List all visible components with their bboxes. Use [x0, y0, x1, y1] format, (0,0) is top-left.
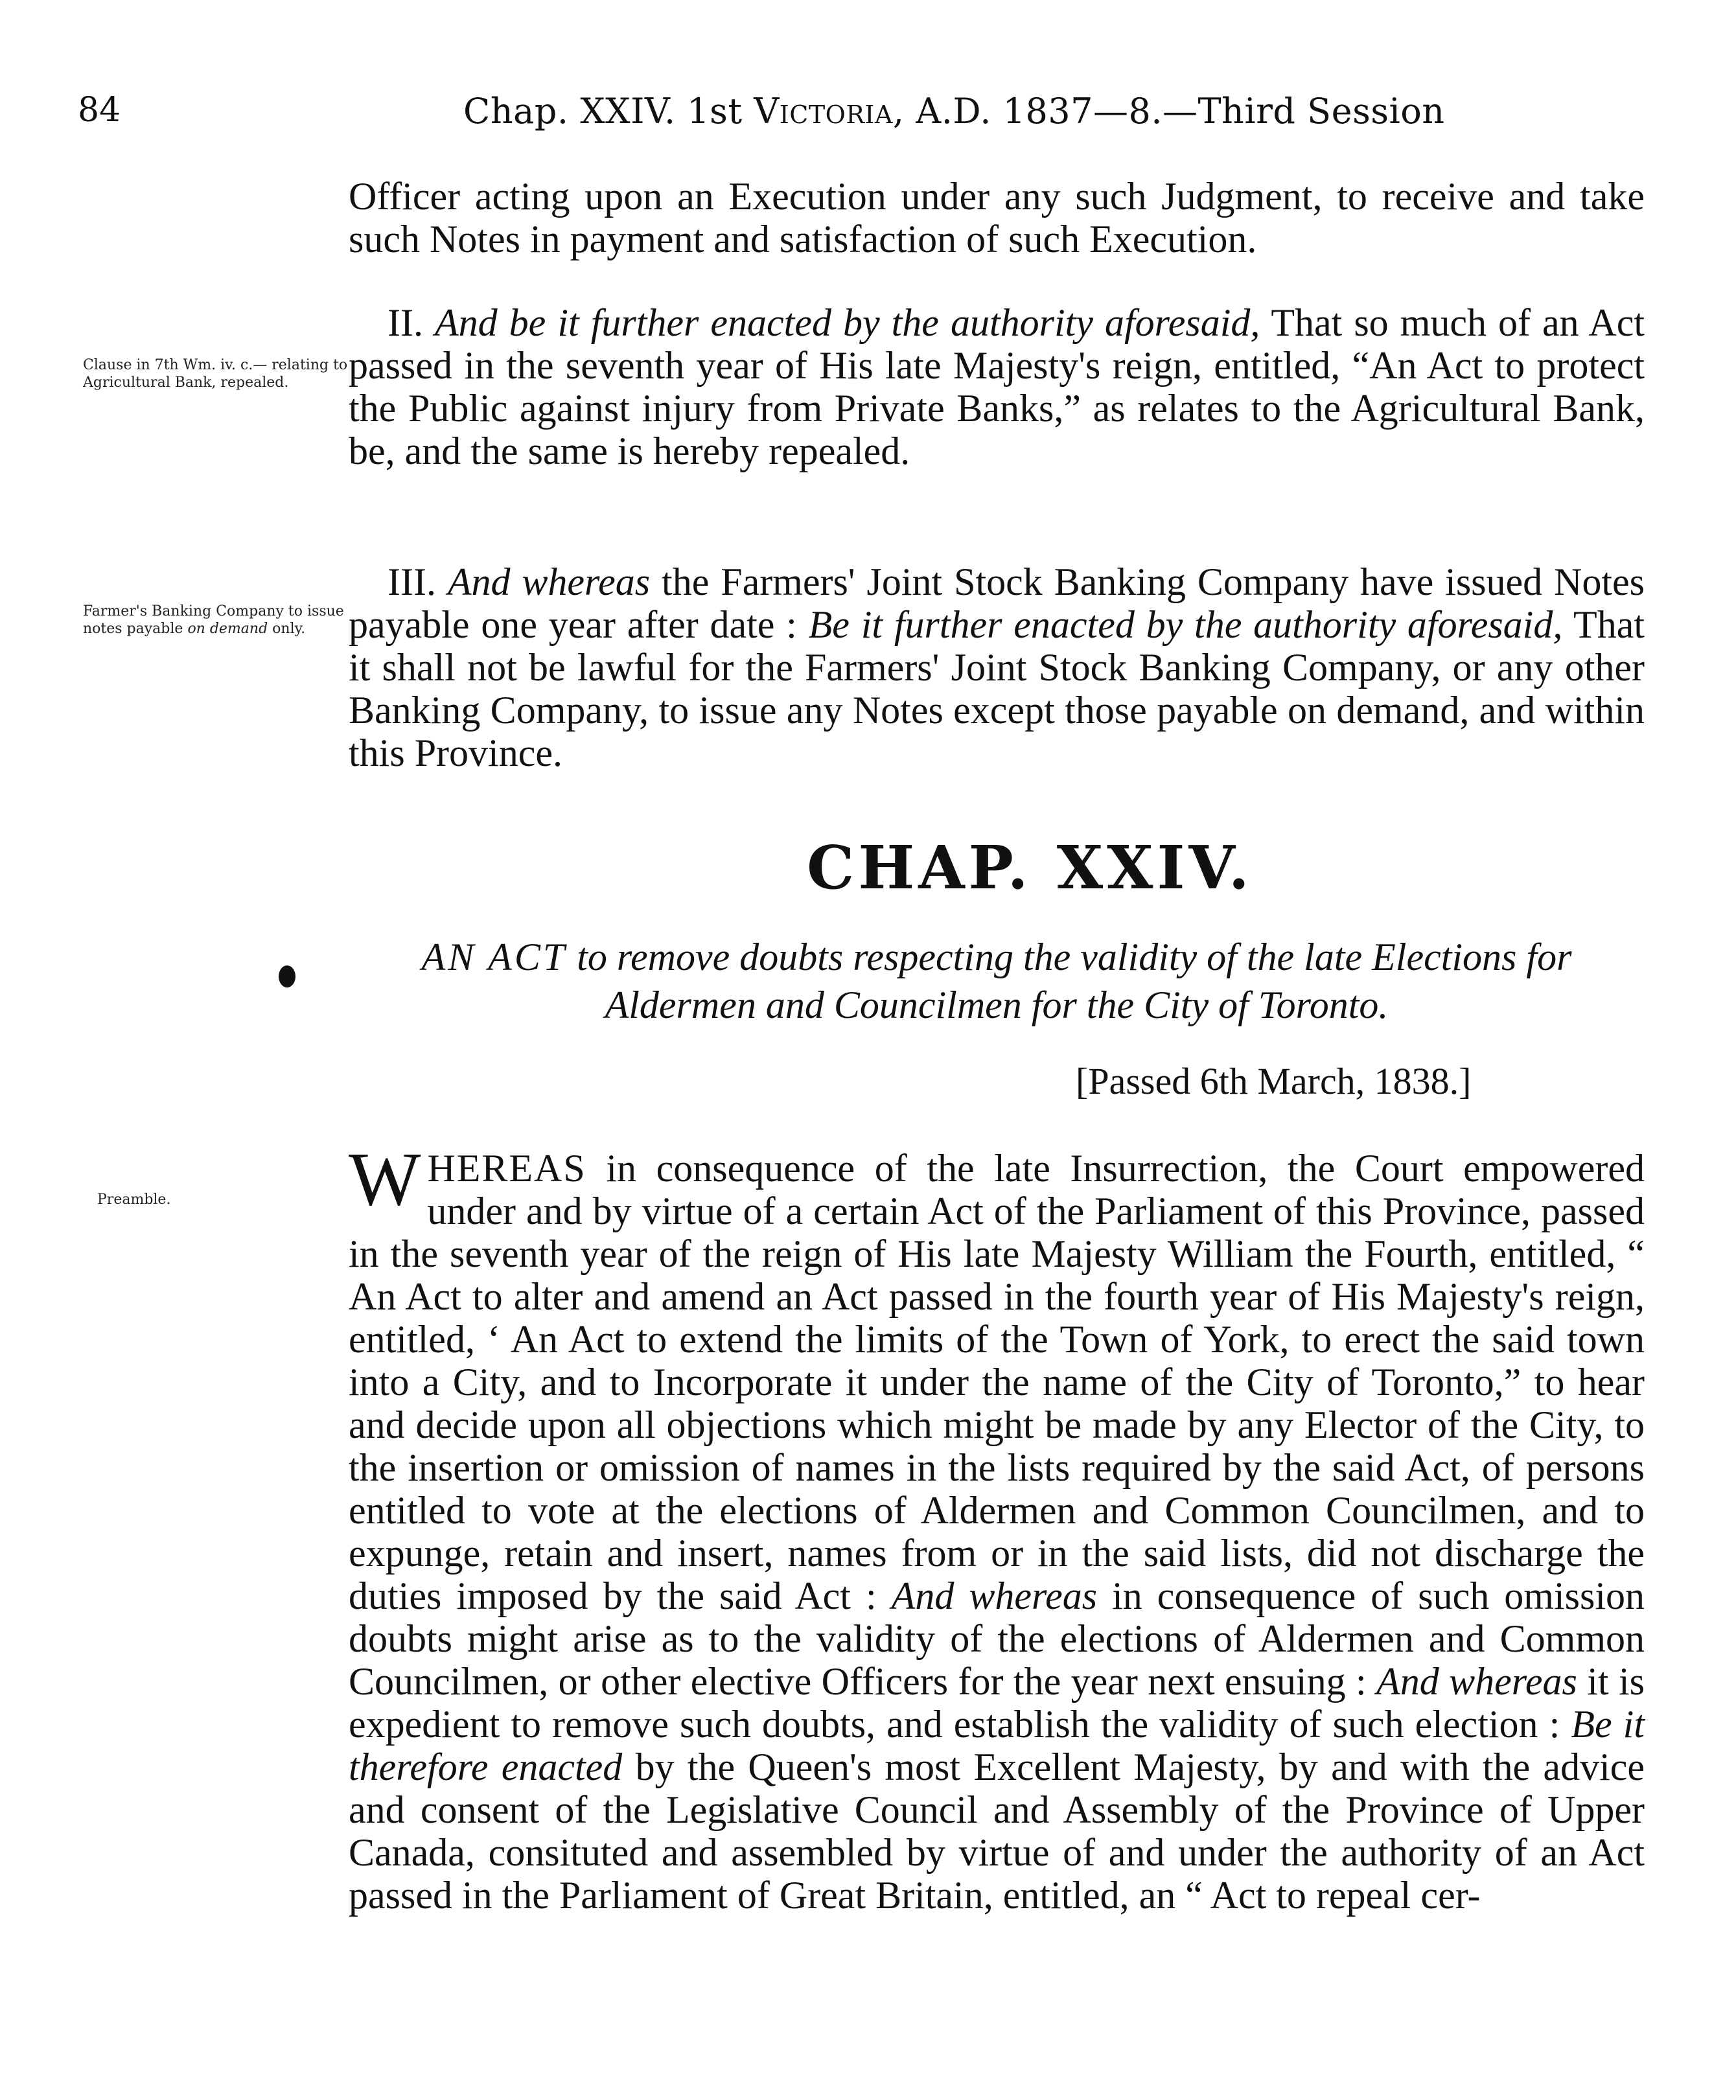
- act-title-lead: AN ACT: [421, 936, 568, 978]
- section-ii-number: II.: [388, 301, 423, 344]
- section-iii-number: III.: [388, 560, 436, 603]
- section-ii-text: That so much of an Act passed in the seventh year of His late Majesty's reign, entitled, “An Act to protect the Public against injury from Private Banks,” as relates to the Agricultural Bank, be, and the same is hereby repealed.: [349, 301, 1645, 472]
- preamble-text-4: by the Queen's most Excellent Majesty, by and with the advice and consent of the Legislative Council and Assembly of the Province of Upper Canada, consituted and assembled by virtue of and under the authority of an Act passed in the Parliament of Great Britain, entitled, an “ Act to repeal cer-: [349, 1746, 1645, 1917]
- margin-note-preamble: Preamble.: [97, 1192, 171, 1208]
- continuation-paragraph: Officer acting upon an Execution under any such Judgment, to receive and take such Notes in payment and satisfaction of such Execution.: [349, 175, 1645, 260]
- preamble-text-1: in consequence of the late Insurrection, the Court empowered under and by virtue of a certain Act of the Parliament of this Province, passed in the seventh year of the reign of His late Majesty William the Fourth, entitled, “ An Act to alter and amend an Act passed in the fourth year of His Majesty's reign, entitled, ‘ An Act to extend the limits of the Town of York, to erect the said town into a City, and to Incorporate it under the name of the City of Toronto,” to hear and decide upon all objections which might be made by any Elector of the City, to the insertion or omission of names in the lists required by the said Act, of persons entitled to vote at the elections of Aldermen and Common Councilmen, and to expunge, retain and insert, names from or in the said lists, did not discharge the duties imposed by the said Act :: [349, 1147, 1645, 1617]
- section-iii-italic-2: Be it further enacted by the authority aforesaid,: [808, 603, 1563, 646]
- passed-date: [Passed 6th March, 1838.]: [1076, 1060, 1472, 1102]
- section-ii-paragraph: [349, 301, 1645, 472]
- act-title-text: to remove doubts respecting the validity of the late Elections for Aldermen and Councilmen for the City of Toronto.: [567, 936, 1572, 1026]
- preamble-italic-3: Be it therefore enacted: [349, 1703, 1645, 1788]
- running-head: [463, 91, 1445, 132]
- page-number: 84: [78, 91, 121, 130]
- section-iii-text-2: That it shall not be lawful for the Farmers' Joint Stock Banking Company, or any other Banking Company, to issue any Notes except those payable on demand, and within this Province.: [349, 603, 1645, 774]
- running-head-part2: , A.D. 1837—8.—Third Session: [892, 91, 1445, 132]
- dropcap: W: [349, 1137, 421, 1221]
- bullet-dot: [279, 965, 295, 987]
- section-ii-italic: And be it further enacted by the authority aforesaid,: [435, 301, 1260, 344]
- running-head-smallcaps: Victoria: [754, 91, 893, 132]
- running-head-part1: Chap. XXIV. 1st: [463, 91, 754, 132]
- preamble-italic-2: And whereas: [1376, 1660, 1577, 1703]
- preamble-text-3: it is expedient to remove such doubts, and establish the validity of such election :: [349, 1660, 1645, 1746]
- preamble-paragraph: [349, 1137, 1645, 1917]
- chapter-heading: CHAP. XXIV.: [807, 833, 1253, 903]
- preamble-text-2: in consequence of such omission doubts might arise as to the validity of the elections of Aldermen and Common Councilmen, or other elective Officers for the year next ensuing :: [349, 1575, 1645, 1703]
- section-iii-italic-1: And whereas: [447, 560, 651, 603]
- margin-note-section-iii: Farmer's Banking Company to issue notes payable on demand only.: [83, 603, 344, 637]
- preamble-italic-1: And whereas: [891, 1575, 1098, 1617]
- section-iii-paragraph: [349, 560, 1645, 774]
- margin-note-section-ii: Clause in 7th Wm. iv. c.— relating to Agricultural Bank, repealed.: [83, 357, 348, 391]
- section-iii-text-1: the Farmers' Joint Stock Banking Company have issued Notes payable one year after date :: [349, 560, 1645, 646]
- preamble-lead: HEREAS: [427, 1147, 586, 1190]
- act-title: [349, 933, 1645, 1029]
